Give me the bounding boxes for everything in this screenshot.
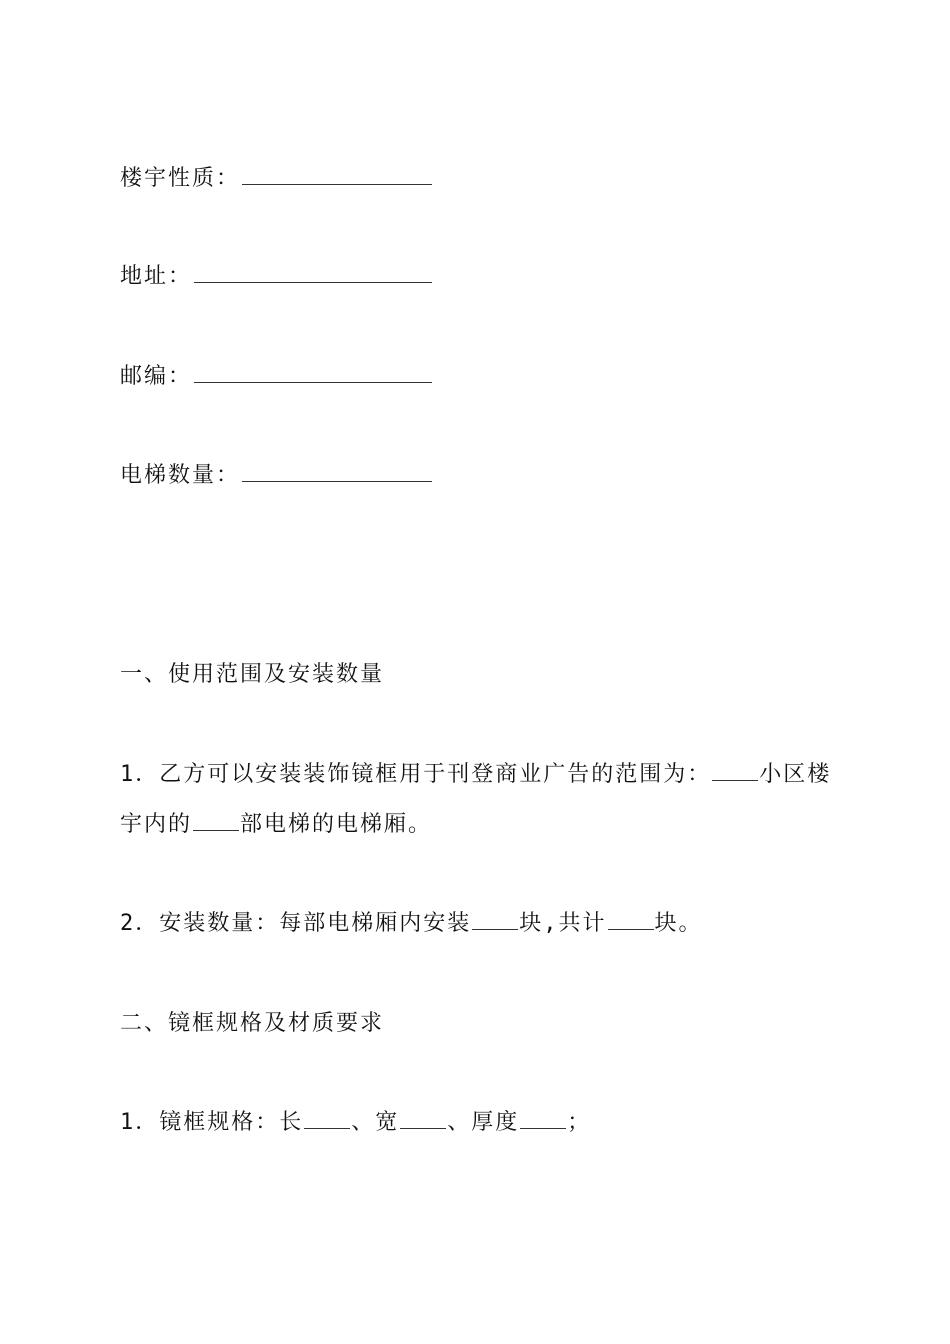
frame-width-blank[interactable] <box>400 1108 446 1129</box>
elevator-count-label: 电梯数量： <box>120 463 241 488</box>
section1-item2-text-c: 块。 <box>654 911 703 936</box>
total-frames-blank[interactable] <box>608 909 654 930</box>
address-row <box>120 262 432 292</box>
section1-item2 <box>120 909 703 939</box>
section2-item1-text-a: 1．镜框规格：长 <box>120 1110 304 1135</box>
section1-item1-text-b: 小区楼 <box>759 762 832 787</box>
building-nature-row <box>120 164 432 194</box>
section1-item1-line1 <box>120 760 831 790</box>
section1-item1-text-d: 部电梯的电梯厢。 <box>240 812 433 837</box>
frames-per-car-blank[interactable] <box>472 909 518 930</box>
section2-item1 <box>120 1108 591 1138</box>
address-blank[interactable] <box>194 262 432 283</box>
building-nature-blank[interactable] <box>242 164 432 185</box>
section2-item1-text-d: ； <box>567 1110 592 1135</box>
section2-item1-text-c: 、厚度 <box>447 1110 520 1135</box>
elevator-count-blank[interactable] <box>242 461 432 482</box>
section-heading-usage-scope: 一、使用范围及安装数量 <box>120 662 385 687</box>
section2-item1-text-b: 、宽 <box>351 1110 400 1135</box>
postcode-blank[interactable] <box>194 362 432 383</box>
section1-item1-text-c: 宇内的 <box>120 812 193 837</box>
frame-length-blank[interactable] <box>304 1108 350 1129</box>
section-heading-frame-spec: 二、镜框规格及材质要求 <box>120 1011 385 1036</box>
postcode-label: 邮编： <box>120 364 193 389</box>
elevator-count-row <box>120 461 432 491</box>
address-label: 地址： <box>120 264 193 289</box>
section1-item2-text-b: 块,共计 <box>519 911 607 936</box>
section1-item1-text-a: 1．乙方可以安装装饰镜框用于刊登商业广告的范围为： <box>120 762 712 787</box>
elevator-units-blank[interactable] <box>193 810 239 831</box>
section1-item1-line2 <box>120 810 432 840</box>
community-name-blank[interactable] <box>712 760 758 781</box>
section1-item2-text-a: 2．安装数量：每部电梯厢内安装 <box>120 911 472 936</box>
building-nature-label: 楼宇性质： <box>120 166 241 191</box>
frame-thickness-blank[interactable] <box>520 1108 566 1129</box>
postcode-row <box>120 362 432 392</box>
